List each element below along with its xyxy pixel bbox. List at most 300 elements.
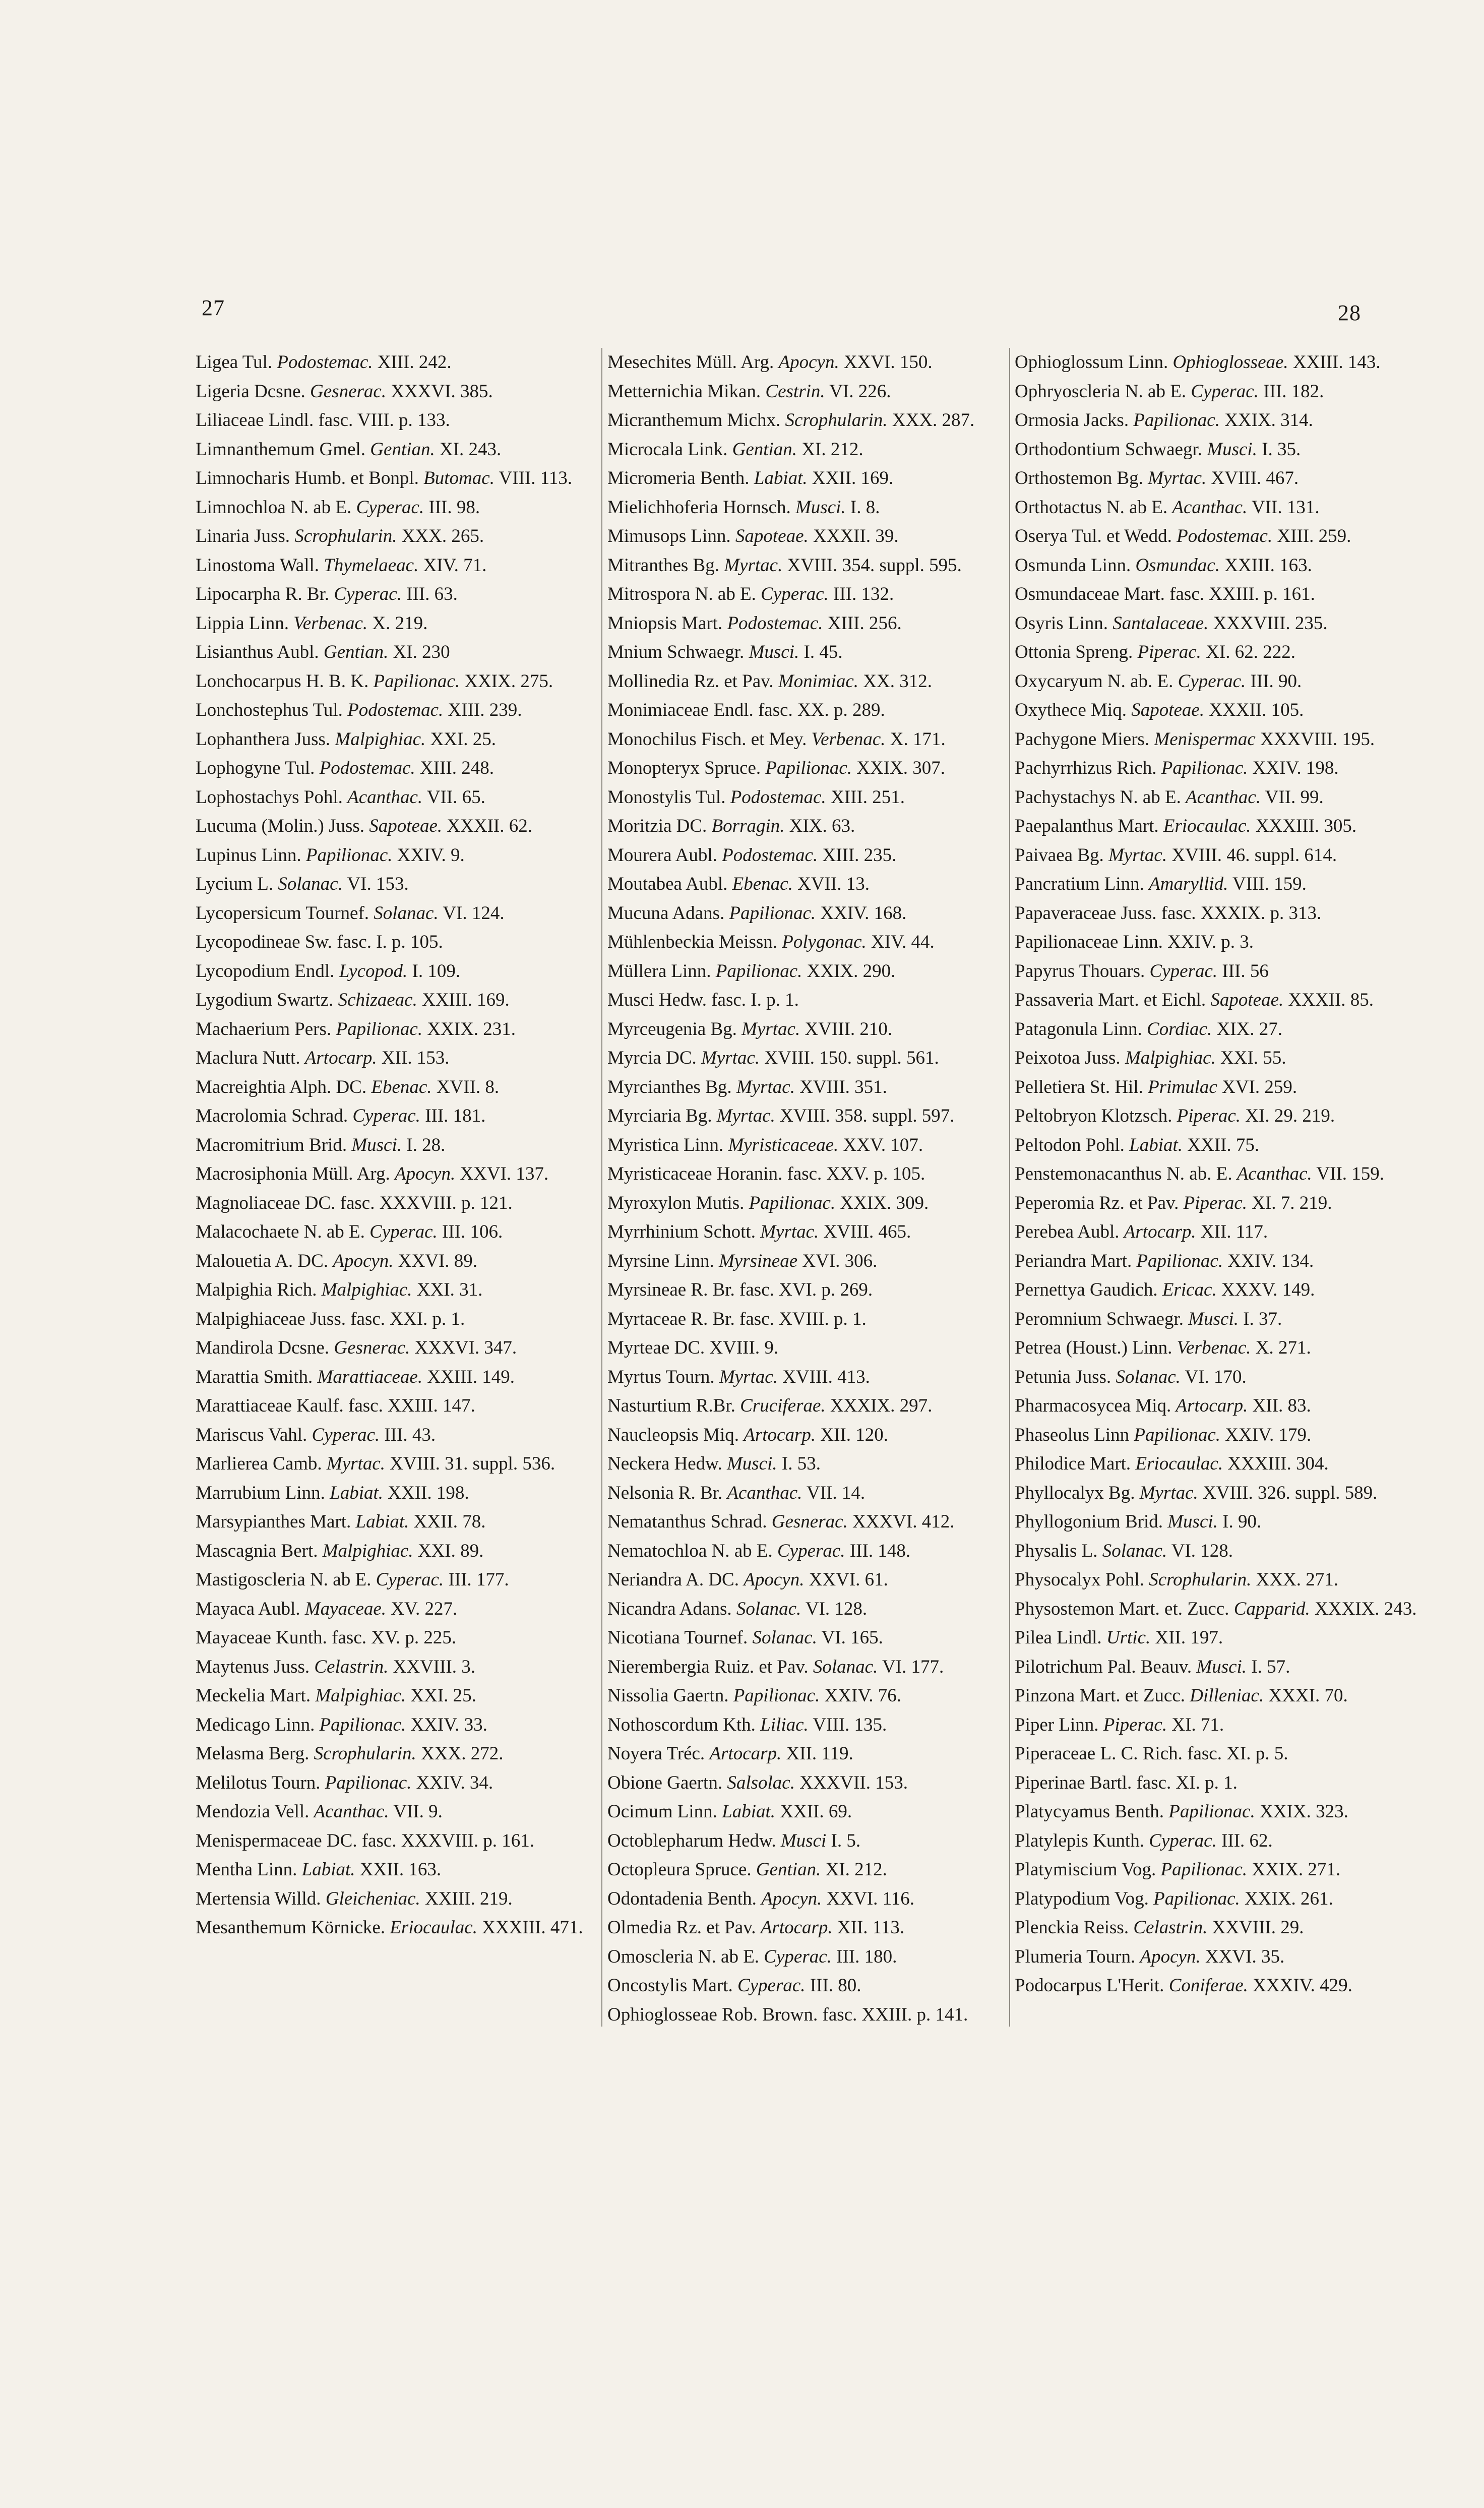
entry-name: Malpighia Rich. xyxy=(196,1279,317,1300)
entry-reference: XXX. 271. xyxy=(1256,1569,1339,1590)
entry-family: Solanac. xyxy=(813,1656,878,1677)
index-entry xyxy=(196,435,594,464)
entry-reference: XXI. 55. xyxy=(1220,1048,1286,1068)
entry-name: Müllera Linn. xyxy=(607,960,711,982)
index-entry xyxy=(1015,1275,1418,1305)
index-entry xyxy=(1015,1305,1418,1334)
entry-reference: XXVI. 116. xyxy=(826,1888,914,1909)
entry-name: Macrosiphonia Müll. Arg. xyxy=(196,1164,390,1184)
entry-name: Phaseolus Linn xyxy=(1015,1424,1130,1445)
entry-reference: VI. 170. xyxy=(1185,1366,1247,1387)
index-entry xyxy=(196,1044,594,1073)
entry-reference: XVIII. 210. xyxy=(805,1018,893,1039)
entry-name: Peltobryon Klotzsch. xyxy=(1015,1106,1172,1126)
entry-family: Papilionac. xyxy=(715,960,802,982)
index-entry xyxy=(196,1363,594,1392)
entry-name: Phyllogonium Brid. xyxy=(1015,1511,1163,1532)
index-entry xyxy=(196,609,594,638)
entry-reference: XIV. 44. xyxy=(871,932,935,952)
entry-family: Eriocaulac. xyxy=(390,1917,477,1938)
entry-reference: III. 63. xyxy=(406,584,458,604)
entry-reference: XII. 197. xyxy=(1155,1627,1223,1648)
entry-name: Oserya Tul. et Wedd. xyxy=(1015,526,1172,546)
index-entry xyxy=(607,1681,1006,1710)
entry-name: Monopteryx Spruce. xyxy=(607,758,761,778)
entry-name: Lycium L. xyxy=(196,874,274,894)
entry-name: Osmunda Linn. xyxy=(1015,555,1131,576)
entry-family: Scrophularin. xyxy=(785,410,888,431)
index-entry xyxy=(1015,1073,1418,1102)
entry-family: Cordiac. xyxy=(1147,1018,1212,1039)
index-entry xyxy=(607,1131,1006,1160)
entry-name: Peromnium Schwaegr. xyxy=(1015,1308,1184,1329)
index-entry xyxy=(1015,986,1418,1015)
entry-name: Neriandra A. DC. xyxy=(607,1569,739,1590)
index-entry xyxy=(1015,464,1418,493)
entry-family: Solanac. xyxy=(1116,1366,1181,1387)
entry-name: Medicago Linn. xyxy=(196,1714,315,1735)
entry-family: Ebenac. xyxy=(732,874,793,894)
index-entry xyxy=(1015,725,1418,754)
entry-family: Apocyn. xyxy=(395,1164,456,1184)
index-entry xyxy=(1015,1217,1418,1247)
entry-name: Omoscleria N. ab E. xyxy=(607,1946,760,1967)
entry-family: Malpighiac. xyxy=(1125,1048,1216,1068)
entry-reference: XXIII. 149. xyxy=(427,1366,515,1387)
entry-name: Malpighiaceae Juss. fasc. XXI. p. 1. xyxy=(196,1308,465,1329)
index-entry xyxy=(607,1305,1006,1334)
index-entry xyxy=(1015,1971,1418,2000)
entry-family: Verbenac. xyxy=(811,728,886,750)
entry-family: Polygonac. xyxy=(782,932,867,952)
entry-family: Artocarp. xyxy=(709,1743,782,1764)
entry-reference: I. 8. xyxy=(850,497,880,518)
index-entry xyxy=(607,1044,1006,1073)
entry-reference: XXIX. 231. xyxy=(427,1018,516,1039)
index-entry xyxy=(1015,870,1418,899)
entry-name: Mariscus Vahl. xyxy=(196,1424,307,1445)
entry-family: Gesnerac. xyxy=(310,381,387,402)
index-entry xyxy=(1015,1826,1418,1856)
entry-reference: XVIII. 354. suppl. 595. xyxy=(787,555,962,576)
entry-family: Sapoteae. xyxy=(735,526,809,546)
entry-family: Cyperac. xyxy=(1149,1830,1217,1851)
entry-name: Platymiscium Vog. xyxy=(1015,1859,1156,1880)
entry-reference: XXII. 169. xyxy=(812,468,894,488)
entry-name: Osmundaceae Mart. fasc. XXIII. p. 161. xyxy=(1015,584,1315,604)
entry-name: Lygodium Swartz. xyxy=(196,990,334,1010)
entry-reference: XXXIII. 471. xyxy=(482,1917,583,1938)
entry-reference: XIII. 239. xyxy=(448,700,522,720)
entry-reference: XVIII. 326. suppl. 589. xyxy=(1203,1482,1378,1503)
entry-name: Petrea (Houst.) Linn. xyxy=(1015,1337,1172,1358)
entry-reference: I. 57. xyxy=(1251,1656,1290,1677)
index-entry xyxy=(607,464,1006,493)
index-entry xyxy=(1015,1363,1418,1392)
entry-family: Podostemac. xyxy=(730,786,826,808)
index-entry xyxy=(196,551,594,580)
index-entry xyxy=(196,1595,594,1624)
index-entry xyxy=(196,1333,594,1363)
index-entry xyxy=(1015,1739,1418,1768)
entry-family: Sapoteae. xyxy=(369,816,443,836)
entry-reference: III. 43. xyxy=(384,1424,436,1445)
entry-name: Myrsine Linn. xyxy=(607,1250,714,1271)
index-entry xyxy=(607,870,1006,899)
entry-name: Lupinus Linn. xyxy=(196,844,301,866)
index-entry xyxy=(196,464,594,493)
index-entry xyxy=(1015,1942,1418,1972)
entry-family: Labiat. xyxy=(301,1859,355,1880)
index-entry xyxy=(196,754,594,783)
entry-name: Limnocharis Humb. et Bonpl. xyxy=(196,468,419,488)
entry-family: Cruciferae. xyxy=(740,1395,826,1416)
entry-family: Cyperac. xyxy=(1149,960,1218,982)
entry-family: Myrtac. xyxy=(741,1018,800,1039)
entry-reference: XXXII. 85. xyxy=(1288,990,1374,1010)
entry-name: Myrsineae R. Br. fasc. XVI. p. 269. xyxy=(607,1279,873,1300)
index-entry xyxy=(607,667,1006,696)
index-entry xyxy=(1015,1391,1418,1421)
entry-name: Micromeria Benth. xyxy=(607,468,750,488)
entry-family: Myrtac. xyxy=(1108,844,1167,866)
index-entry xyxy=(196,377,594,406)
entry-name: Moritzia DC. xyxy=(607,816,707,836)
entry-reference: XXXVI. 347. xyxy=(414,1337,517,1358)
entry-family: Celastrin. xyxy=(1133,1917,1208,1938)
entry-reference: XXXIII. 305. xyxy=(1255,816,1357,836)
entry-reference: XVI. 306. xyxy=(802,1250,878,1271)
entry-family: Scrophularin. xyxy=(314,1743,416,1764)
entry-reference: VI. 165. xyxy=(821,1627,883,1648)
entry-reference: XXIV. 198. xyxy=(1252,758,1339,778)
entry-reference: I. 109. xyxy=(412,960,461,982)
entry-name: Pinzona Mart. et Zucc. xyxy=(1015,1685,1186,1706)
entry-reference: XXII. 163. xyxy=(359,1859,442,1880)
entry-name: Lipocarpha R. Br. xyxy=(196,584,330,604)
index-entry xyxy=(607,1073,1006,1102)
index-entry xyxy=(607,928,1006,957)
index-entry xyxy=(1015,1189,1418,1218)
index-entry xyxy=(196,1479,594,1508)
index-entry xyxy=(1015,1797,1418,1826)
entry-reference: XVIII. 467. xyxy=(1211,468,1299,488)
entry-reference: III. 80. xyxy=(810,1975,861,1996)
entry-family: Musci. xyxy=(1188,1308,1239,1329)
index-entry xyxy=(607,1159,1006,1189)
entry-family: Papilionac. xyxy=(1153,1888,1240,1909)
entry-name: Pancratium Linn. xyxy=(1015,874,1144,894)
entry-reference: XXII. 75. xyxy=(1187,1134,1260,1155)
entry-reference: XXIV. 134. xyxy=(1227,1250,1314,1271)
entry-reference: III. 106. xyxy=(442,1221,503,1242)
entry-name: Moutabea Aubl. xyxy=(607,874,728,894)
entry-name: Mniopsis Mart. xyxy=(607,613,723,634)
entry-family: Osmundac. xyxy=(1135,555,1220,576)
entry-family: Myrtac. xyxy=(701,1048,760,1068)
entry-name: Pachyrrhizus Rich. xyxy=(1015,758,1157,778)
index-entry xyxy=(1015,1565,1418,1595)
entry-name: Nelsonia R. Br. xyxy=(607,1482,723,1503)
index-entry xyxy=(196,1189,594,1218)
entry-name: Myrceugenia Bg. xyxy=(607,1018,737,1039)
entry-family: Acanthac. xyxy=(1186,786,1261,808)
entry-reference: III. 56 xyxy=(1222,960,1269,982)
index-entry xyxy=(1015,928,1418,957)
entry-reference: XXIX. 271. xyxy=(1252,1859,1341,1880)
entry-reference: XIII. 259. xyxy=(1277,526,1351,546)
index-entry xyxy=(196,1247,594,1276)
entry-name: Marrubium Linn. xyxy=(196,1482,325,1503)
entry-name: Magnoliaceae DC. fasc. XXXVIII. p. 121. xyxy=(196,1192,513,1213)
entry-reference: III. 62. xyxy=(1221,1830,1273,1851)
index-entry xyxy=(196,1797,594,1826)
entry-reference: I. 35. xyxy=(1262,439,1301,460)
entry-reference: XXVIII. 3. xyxy=(393,1656,475,1677)
entry-reference: XI. 7. 219. xyxy=(1252,1192,1332,1213)
entry-reference: XI. 230 xyxy=(393,642,450,662)
entry-family: Papilionac. xyxy=(373,670,460,692)
entry-name: Neckera Hedw. xyxy=(607,1453,722,1474)
entry-reference: XXIV. 179. xyxy=(1225,1424,1312,1445)
index-entry xyxy=(196,1623,594,1653)
entry-name: Myrcia DC. xyxy=(607,1048,697,1068)
entry-name: Mühlenbeckia Meissn. xyxy=(607,932,778,952)
entry-family: Musci. xyxy=(795,497,846,518)
entry-family: Labiat. xyxy=(754,468,808,488)
entry-family: Lycopod. xyxy=(339,960,408,982)
index-entry xyxy=(1015,1855,1418,1884)
entry-name: Monostylis Tul. xyxy=(607,786,726,808)
entry-family: Myristicaceae. xyxy=(728,1134,839,1155)
entry-reference: III. 181. xyxy=(425,1106,486,1126)
entry-name: Melilotus Tourn. xyxy=(196,1772,321,1793)
entry-reference: VII. 14. xyxy=(807,1482,865,1503)
entry-name: Olmedia Rz. et Pav. xyxy=(607,1917,756,1938)
index-entry xyxy=(607,1333,1006,1363)
entry-family: Malpighiac. xyxy=(321,1279,412,1300)
index-entry xyxy=(607,1449,1006,1479)
index-entry xyxy=(196,928,594,957)
entry-name: Lycopodineae Sw. fasc. I. p. 105. xyxy=(196,932,443,952)
entry-name: Nicandra Adans. xyxy=(607,1598,732,1619)
entry-reference: XXXIX. 243. xyxy=(1315,1598,1417,1619)
index-entry xyxy=(607,1363,1006,1392)
index-column-2 xyxy=(607,348,1006,2029)
entry-family: Podostemac. xyxy=(347,700,444,720)
index-entry xyxy=(1015,1884,1418,1914)
entry-name: Platylepis Kunth. xyxy=(1015,1830,1144,1851)
entry-reference: VI. 226. xyxy=(829,381,891,402)
entry-name: Ligeria Dcsne. xyxy=(196,381,305,402)
entry-reference: XXIV. 9. xyxy=(397,844,465,866)
entry-reference: VI. 128. xyxy=(805,1598,868,1619)
index-entry xyxy=(1015,841,1418,870)
entry-name: Piperinae Bartl. fasc. XI. p. 1. xyxy=(1015,1772,1238,1793)
entry-name: Myrcianthes Bg. xyxy=(607,1076,732,1097)
entry-name: Plumeria Tourn. xyxy=(1015,1946,1136,1967)
entry-reference: XXVI. 89. xyxy=(398,1250,478,1271)
index-entry xyxy=(607,638,1006,667)
entry-name: Mollinedia Rz. et Pav. xyxy=(607,670,774,692)
entry-reference: XX. 312. xyxy=(863,670,932,692)
entry-reference: VIII. 159. xyxy=(1232,874,1307,894)
index-entry xyxy=(1015,1131,1418,1160)
entry-family: Podostemac. xyxy=(727,613,823,634)
entry-family: Solanac. xyxy=(736,1598,801,1619)
entry-name: Nierembergia Ruiz. et Pav. xyxy=(607,1656,809,1677)
entry-family: Papilionac. xyxy=(336,1018,423,1039)
index-entry xyxy=(196,1653,594,1682)
entry-family: Santalaceae. xyxy=(1112,613,1209,634)
entry-name: Oxythece Miq. xyxy=(1015,700,1127,720)
entry-family: Artocarp. xyxy=(1176,1395,1248,1416)
index-entry xyxy=(196,1913,594,1942)
index-entry xyxy=(1015,1507,1418,1537)
entry-reference: XIII. 251. xyxy=(831,786,905,808)
entry-reference: VI. 124. xyxy=(443,902,505,924)
index-entry xyxy=(1015,1913,1418,1942)
entry-name: Lycopersicum Tournef. xyxy=(196,902,369,924)
index-entry xyxy=(196,1537,594,1566)
index-entry xyxy=(1015,406,1418,435)
entry-reference: XXXIX. 297. xyxy=(830,1395,933,1416)
entry-reference: XVIII. 465. xyxy=(823,1221,911,1242)
entry-reference: XXXIII. 304. xyxy=(1227,1453,1329,1474)
entry-reference: XI. 62. 222. xyxy=(1206,642,1295,662)
entry-reference: XIX. 27. xyxy=(1216,1018,1282,1039)
entry-name: Pilotrichum Pal. Beauv. xyxy=(1015,1656,1192,1677)
entry-reference: XXVI. 61. xyxy=(809,1569,888,1590)
entry-reference: XVIII. 31. suppl. 536. xyxy=(390,1453,555,1474)
entry-reference: XXIX. 261. xyxy=(1245,1888,1333,1909)
entry-name: Marattiaceae Kaulf. fasc. XXIII. 147. xyxy=(196,1395,475,1416)
entry-name: Limnanthemum Gmel. xyxy=(196,439,366,460)
entry-name: Peltodon Pohl. xyxy=(1015,1134,1125,1155)
entry-name: Perebea Aubl. xyxy=(1015,1221,1120,1242)
entry-name: Myrteae DC. XVIII. 9. xyxy=(607,1337,779,1358)
entry-reference: VIII. 113. xyxy=(499,468,573,488)
entry-family: Cyperac. xyxy=(1178,670,1246,692)
entry-reference: III. 98. xyxy=(428,497,480,518)
entry-family: Musci. xyxy=(749,642,799,662)
entry-reference: XXI. 25. xyxy=(430,728,497,750)
index-entry xyxy=(196,493,594,522)
column-divider xyxy=(601,348,602,2027)
entry-reference: III. 177. xyxy=(448,1569,509,1590)
entry-reference: XXIII. 219. xyxy=(425,1888,513,1909)
index-entry xyxy=(607,1275,1006,1305)
index-entry xyxy=(607,1391,1006,1421)
entry-reference: XI. 29. 219. xyxy=(1245,1106,1335,1126)
entry-name: Octopleura Spruce. xyxy=(607,1859,752,1880)
entry-reference: VI. 177. xyxy=(882,1656,944,1677)
index-entry xyxy=(1015,957,1418,986)
entry-family: Gentian. xyxy=(323,642,389,662)
entry-name: Nasturtium R.Br. xyxy=(607,1395,735,1416)
entry-reference: X. 219. xyxy=(372,613,428,634)
entry-family: Acanthac. xyxy=(347,786,423,808)
index-entry xyxy=(1015,1479,1418,1508)
entry-family: Artocarp. xyxy=(744,1424,816,1445)
index-entry xyxy=(1015,1681,1418,1710)
entry-name: Myristica Linn. xyxy=(607,1134,724,1155)
entry-name: Nothoscordum Kth. xyxy=(607,1714,756,1735)
entry-family: Papilionac. xyxy=(1160,1859,1248,1880)
index-entry xyxy=(196,522,594,551)
index-entry xyxy=(196,1015,594,1044)
entry-reference: III. 180. xyxy=(836,1946,897,1967)
entry-name: Myrrhinium Schott. xyxy=(607,1221,756,1242)
entry-name: Limnochloa N. ab E. xyxy=(196,497,352,518)
entry-family: Apocyn. xyxy=(761,1888,822,1909)
entry-name: Oxycaryum N. ab. E. xyxy=(1015,670,1173,692)
entry-name: Pernettya Gaudich. xyxy=(1015,1279,1158,1300)
entry-name: Melasma Berg. xyxy=(196,1743,310,1764)
entry-reference: I. 90. xyxy=(1222,1511,1262,1532)
entry-family: Cyperac. xyxy=(352,1106,420,1126)
entry-reference: XI. 212. xyxy=(825,1859,887,1880)
index-entry xyxy=(607,493,1006,522)
entry-reference: XXXVIII. 235. xyxy=(1213,613,1328,634)
entry-name: Ophryoscleria N. ab E. xyxy=(1015,381,1187,402)
entry-family: Liliac. xyxy=(760,1714,809,1735)
entry-reference: XXXIV. 429. xyxy=(1253,1975,1352,1996)
entry-name: Marsypianthes Mart. xyxy=(196,1511,351,1532)
entry-name: Lisianthus Aubl. xyxy=(196,642,319,662)
index-entry xyxy=(607,783,1006,812)
entry-family: Cyperac. xyxy=(312,1424,380,1445)
entry-name: Podocarpus L'Herit. xyxy=(1015,1975,1164,1996)
entry-reference: XVII. 8. xyxy=(436,1076,500,1097)
index-entry xyxy=(196,1449,594,1479)
index-entry xyxy=(607,1247,1006,1276)
entry-family: Musci. xyxy=(726,1453,777,1474)
entry-name: Lucuma (Molin.) Juss. xyxy=(196,816,365,836)
entry-name: Mnium Schwaegr. xyxy=(607,642,745,662)
entry-name: Nicotiana Tournef. xyxy=(607,1627,748,1648)
entry-name: Myroxylon Mutis. xyxy=(607,1192,745,1213)
entry-family: Myrtac. xyxy=(716,1106,775,1126)
index-entry xyxy=(196,406,594,435)
entry-reference: I. 5. xyxy=(831,1830,861,1851)
index-entry xyxy=(196,1217,594,1247)
entry-family: Eriocaulac. xyxy=(1135,1453,1223,1474)
index-entry xyxy=(196,1102,594,1131)
index-entry xyxy=(1015,1653,1418,1682)
entry-family: Celastrin. xyxy=(314,1656,389,1677)
entry-family: Piperac. xyxy=(1103,1714,1167,1735)
index-entry xyxy=(1015,1710,1418,1740)
entry-family: Apocyn. xyxy=(1140,1946,1201,1967)
entry-family: Myrtac. xyxy=(1148,468,1207,488)
entry-reference: XXIII. 163. xyxy=(1224,555,1312,576)
entry-name: Physocalyx Pohl. xyxy=(1015,1569,1144,1590)
entry-family: Labiat. xyxy=(355,1511,409,1532)
entry-family: Gentian. xyxy=(732,439,797,460)
entry-name: Mucuna Adans. xyxy=(607,902,725,924)
entry-family: Cyperac. xyxy=(369,1221,438,1242)
index-entry xyxy=(1015,1333,1418,1363)
entry-name: Petunia Juss. xyxy=(1015,1366,1111,1387)
entry-reference: XIII. 256. xyxy=(827,613,902,634)
index-entry xyxy=(196,725,594,754)
entry-name: Pachystachys N. ab E. xyxy=(1015,786,1181,808)
entry-reference: XXIV. 34. xyxy=(416,1772,493,1793)
entry-reference: XIII. 248. xyxy=(420,758,494,778)
index-entry xyxy=(196,1739,594,1768)
entry-name: Osyris Linn. xyxy=(1015,613,1108,634)
